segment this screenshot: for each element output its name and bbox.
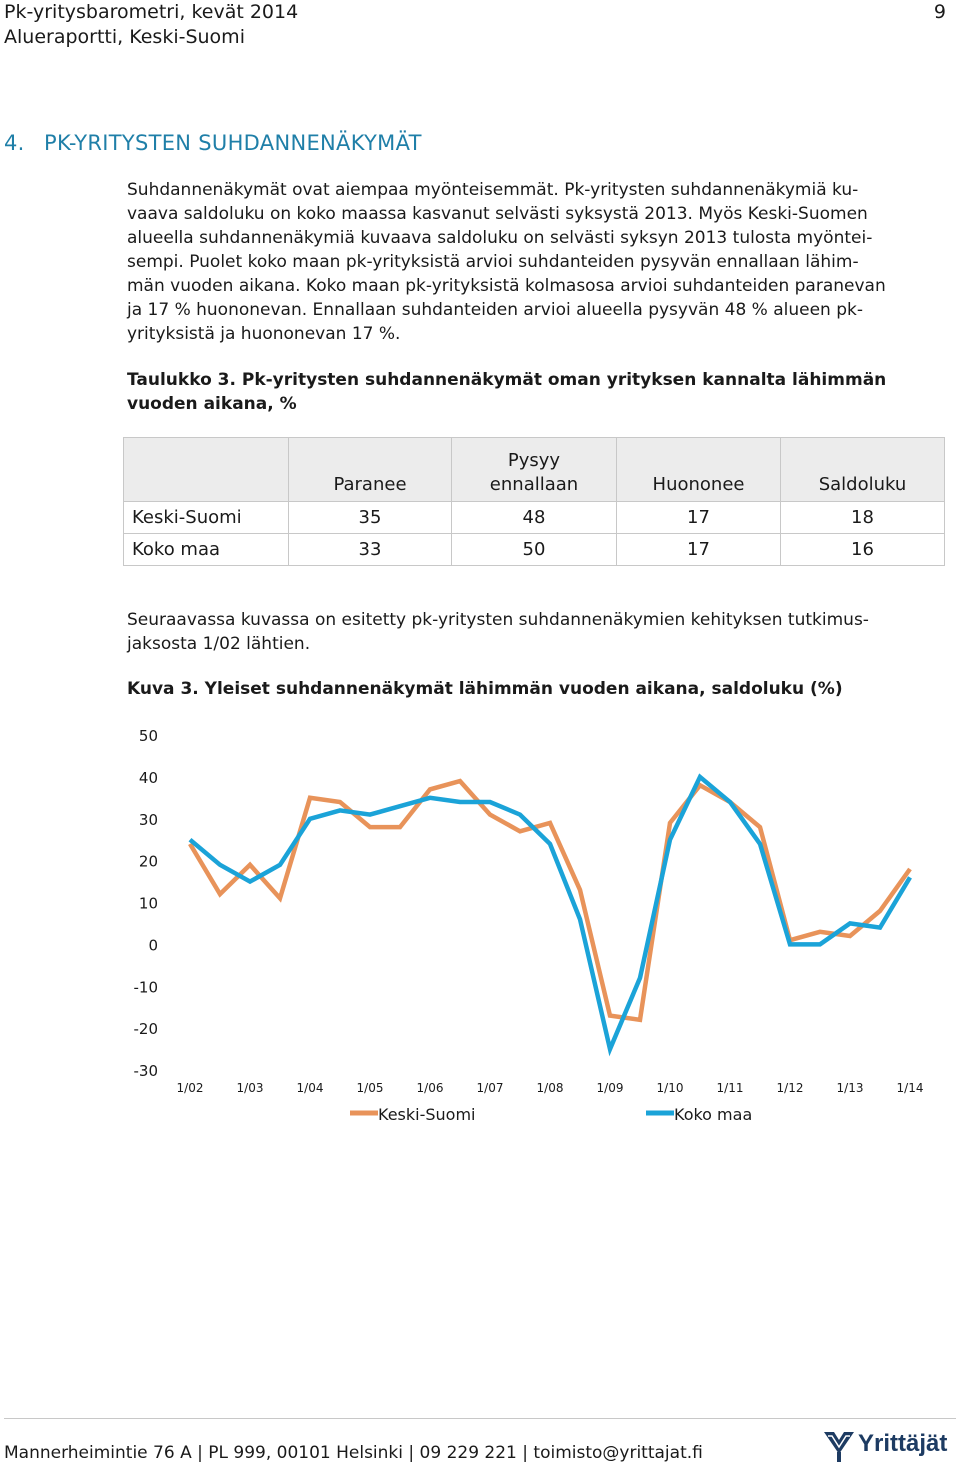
logo-text: Yrittäjät [858,1430,948,1457]
text-line: alueella suhdannenäkymiä kuvaava saldoluku on selvästi syksyn 2013 tulosta myöntei- [127,228,873,248]
x-tick-label: 1/11 [716,1081,744,1095]
y-tick-label: 30 [138,810,158,829]
cell-value: 16 [781,534,945,566]
caption-line: vuoden aikana, % [127,394,297,414]
col-header-pysyy-ennallaan [452,438,617,502]
section-heading [4,131,422,155]
outlook-line-chart [100,715,940,1135]
text-line: yrityksistä ja huononevan 17 %. [127,324,401,344]
table-header-row [124,438,945,502]
yrittajat-logo [822,1428,952,1462]
cell-value: 50 [452,534,617,566]
text-line: ja 17 % huononevan. Ennallaan suhdanteiden arvioi alueella pysyvän 48 % alueen pk- [127,300,864,320]
y-tick-label: -30 [133,1062,158,1080]
legend-label: Koko maa [674,1105,753,1124]
x-tick-label: 1/06 [416,1081,444,1095]
cell-value: 33 [289,534,452,566]
outlook-table [123,437,945,566]
footer-address: Mannerheimintie 76 A | PL 999, 00101 Helsinki | 09 229 221 | toimisto@yrittajat.fi [4,1443,703,1463]
x-tick-label: 1/13 [836,1081,864,1095]
x-tick-label: 1/07 [476,1081,504,1095]
x-tick-label: 1/05 [356,1081,384,1095]
col-header-line: Pysyy [507,450,561,471]
series-line [190,777,910,1049]
col-header-line: ennallaan [489,474,579,495]
cell-value: 48 [452,502,617,534]
text-line: Seuraavassa kuvassa on esitetty pk-yritysten suhdannenäkymien kehityksen tutkimus- [127,610,869,630]
y-tick-label: -20 [133,1020,158,1039]
table-row [124,534,945,566]
x-tick-label: 1/10 [656,1081,684,1095]
row-label: Koko maa [124,534,289,566]
cell-value: 18 [781,502,945,534]
x-tick-label: 1/14 [896,1081,924,1095]
text-line: sempi. Puolet koko maan pk-yrityksistä arvioi suhdanteiden pysyvän ennallaan lähim- [127,252,859,272]
col-header-paranee: Paranee [289,438,452,502]
y-tick-label: 0 [148,936,158,955]
table-caption [127,368,886,416]
header-subtitle: Alueraportti, Keski-Suomi [4,26,245,48]
col-header-saldoluku: Saldoluku [781,438,945,502]
figure-caption [127,677,843,701]
y-tick-label: 10 [138,894,158,913]
caption-line: Taulukko 3. Pk-yritysten suhdannenäkymät oman yrityksen kannalta lähimmän [127,370,887,390]
text-line: vaava saldoluku on koko maassa kasvanut selvästi syksystä 2013. Myös Keski-Suomen [127,204,868,224]
y-tick-label: 50 [138,727,158,745]
cell-value: 17 [617,502,781,534]
intro-paragraph [127,178,927,346]
x-tick-label: 1/08 [536,1081,564,1095]
legend-label: Keski-Suomi [378,1105,476,1124]
section-title: PK-YRITYSTEN SUHDANNENÄKYMÄT [44,131,422,155]
x-tick-label: 1/03 [236,1081,264,1095]
caption-line: Kuva 3. Yleiset suhdannenäkymät lähimmän vuoden aikana, saldoluku (%) [127,679,843,699]
document-header [4,0,298,50]
text-line: män vuoden aikana. Koko maan pk-yrityksistä kolmasosa arvioi suhdanteiden paranevan [127,276,886,296]
table-corner-cell [124,438,289,502]
y-tick-label: 20 [138,852,158,871]
series-line [190,781,910,1020]
x-tick-label: 1/09 [596,1081,624,1095]
table-row [124,502,945,534]
cell-value: 35 [289,502,452,534]
footer-divider [4,1418,956,1419]
row-label: Keski-Suomi [124,502,289,534]
y-tick-label: -10 [133,978,158,997]
col-header-huononee: Huononee [617,438,781,502]
followup-paragraph [127,608,927,656]
header-report-title: Pk-yritysbarometri, kevät 2014 [4,1,299,23]
logo-mark-icon [822,1430,856,1464]
x-tick-label: 1/04 [296,1081,324,1095]
y-tick-label: 40 [138,768,158,787]
cell-value: 17 [617,534,781,566]
x-tick-label: 1/12 [776,1081,804,1095]
section-number: 4. [4,131,25,155]
text-line: Suhdannenäkymät ovat aiempaa myönteisemmät. Pk-yritysten suhdannenäkymiä ku- [127,180,859,200]
text-line: jaksosta 1/02 lähtien. [127,634,311,654]
page-number: 9 [933,1,946,23]
x-tick-label: 1/02 [176,1081,204,1095]
